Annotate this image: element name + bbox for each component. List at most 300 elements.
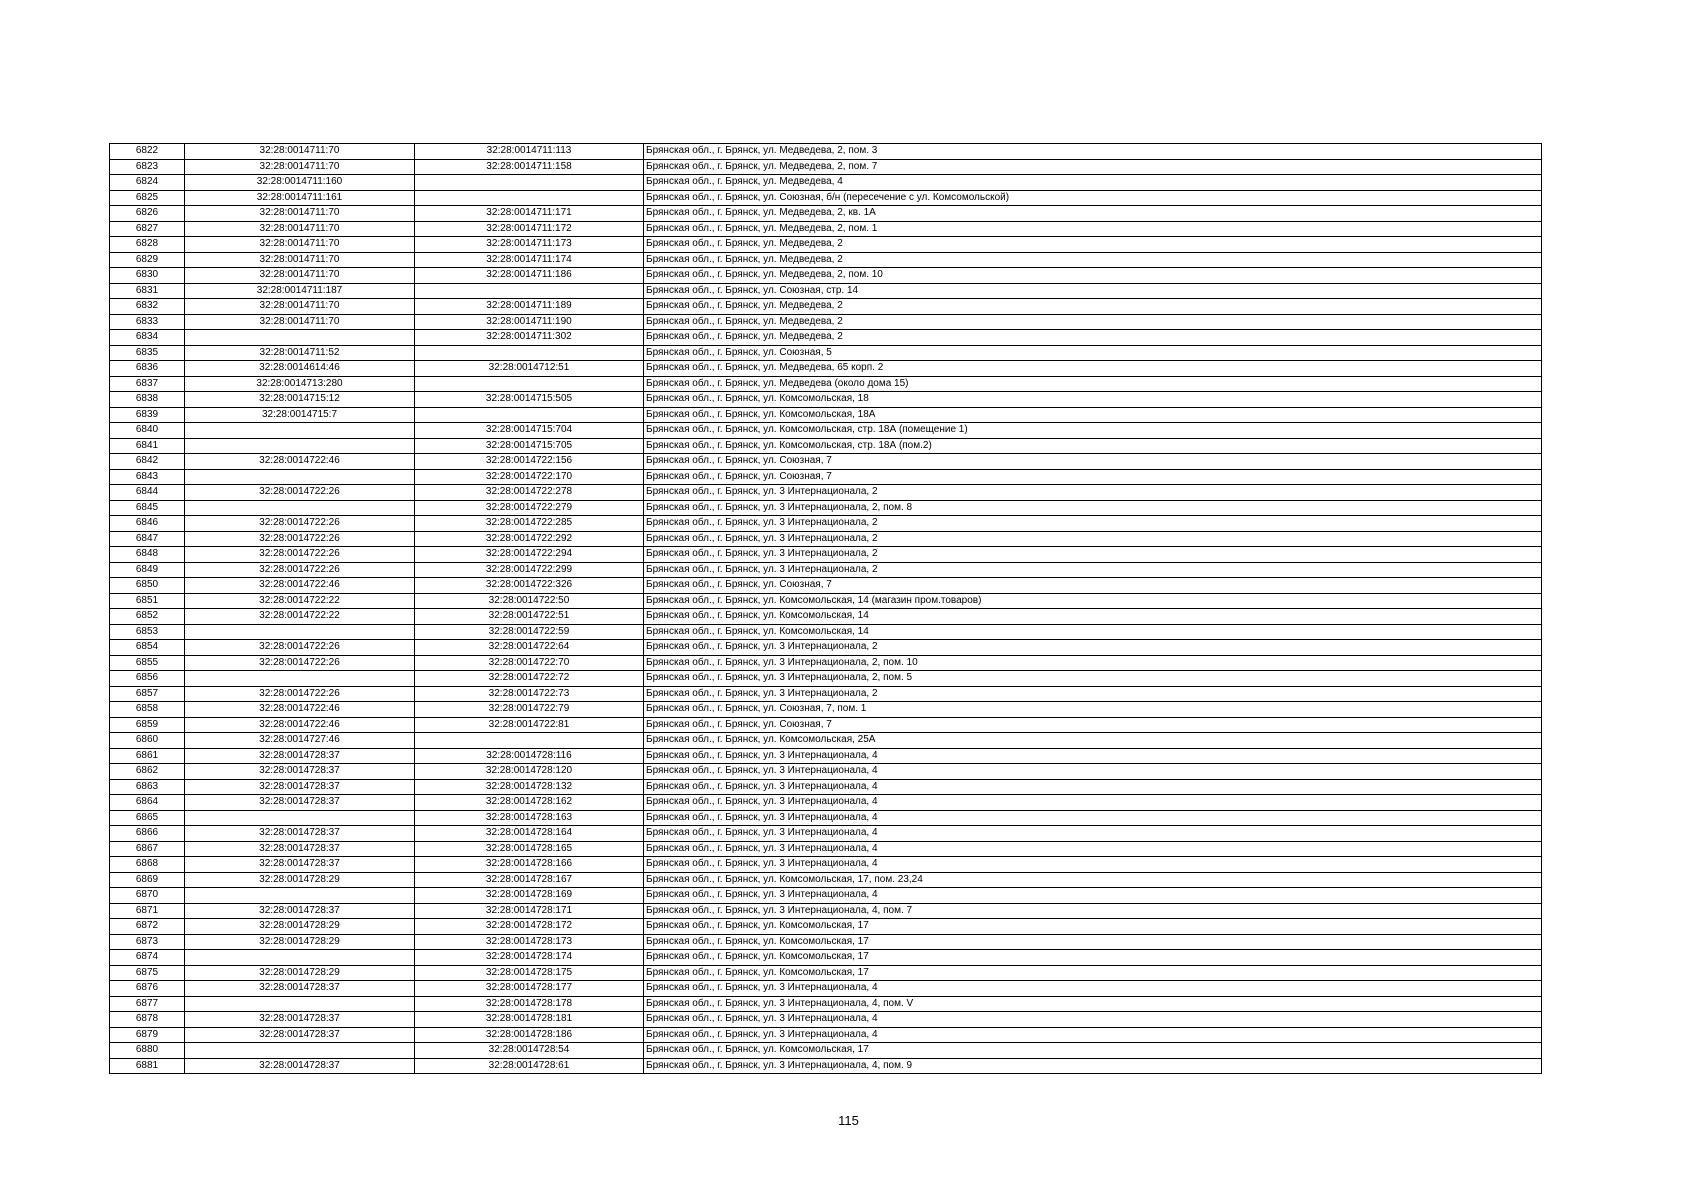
object-cadastral-cell: 32:28:0014722:292 bbox=[415, 531, 644, 547]
address-cell: Брянская обл., г. Брянск, ул. Союзная, стр. 14 bbox=[644, 283, 1542, 299]
address-cell: Брянская обл., г. Брянск, ул. Медведева, 2 bbox=[644, 314, 1542, 330]
land-parcel-cadastral-cell: 32:28:0014728:37 bbox=[185, 748, 415, 764]
object-cadastral-cell: 32:28:0014722:279 bbox=[415, 500, 644, 516]
land-parcel-cadastral-cell: 32:28:0014722:26 bbox=[185, 516, 415, 532]
object-cadastral-cell: 32:28:0014722:278 bbox=[415, 485, 644, 501]
table-row bbox=[110, 841, 1542, 857]
land-parcel-cadastral-cell: 32:28:0014728:29 bbox=[185, 934, 415, 950]
object-cadastral-cell: 32:28:0014722:70 bbox=[415, 655, 644, 671]
table-row bbox=[110, 640, 1542, 656]
table-row bbox=[110, 872, 1542, 888]
object-cadastral-cell: 32:28:0014728:169 bbox=[415, 888, 644, 904]
object-cadastral-cell: 32:28:0014728:178 bbox=[415, 996, 644, 1012]
land-parcel-cadastral-cell: 32:28:0014728:37 bbox=[185, 826, 415, 842]
object-cadastral-cell: 32:28:0014728:186 bbox=[415, 1027, 644, 1043]
object-cadastral-cell: 32:28:0014728:164 bbox=[415, 826, 644, 842]
object-cadastral-cell: 32:28:0014722:294 bbox=[415, 547, 644, 563]
table-row bbox=[110, 562, 1542, 578]
address-cell: Брянская обл., г. Брянск, ул. Медведева, 2 bbox=[644, 252, 1542, 268]
table-row bbox=[110, 392, 1542, 408]
object-cadastral-cell: 32:28:0014722:51 bbox=[415, 609, 644, 625]
object-cadastral-cell: 32:28:0014722:79 bbox=[415, 702, 644, 718]
address-cell: Брянская обл., г. Брянск, ул. Комсомольская, стр. 18А (помещение 1) bbox=[644, 423, 1542, 439]
row-number-cell: 6873 bbox=[110, 934, 185, 950]
address-cell: Брянская обл., г. Брянск, ул. Союзная, 7 bbox=[644, 454, 1542, 470]
address-cell: Брянская обл., г. Брянск, ул. 3 Интернационала, 4 bbox=[644, 1027, 1542, 1043]
address-cell: Брянская обл., г. Брянск, ул. Комсомольская, стр. 18А (пом.2) bbox=[644, 438, 1542, 454]
land-parcel-cadastral-cell: 32:28:0014711:70 bbox=[185, 159, 415, 175]
address-cell: Брянская обл., г. Брянск, ул. 3 Интернационала, 2 bbox=[644, 562, 1542, 578]
address-cell: Брянская обл., г. Брянск, ул. 3 Интернационала, 2, пом. 8 bbox=[644, 500, 1542, 516]
table-row bbox=[110, 624, 1542, 640]
row-number-cell: 6878 bbox=[110, 1012, 185, 1028]
row-number-cell: 6839 bbox=[110, 407, 185, 423]
table-row bbox=[110, 485, 1542, 501]
object-cadastral-cell bbox=[415, 733, 644, 749]
table-row bbox=[110, 702, 1542, 718]
land-parcel-cadastral-cell: 32:28:0014722:26 bbox=[185, 562, 415, 578]
land-parcel-cadastral-cell bbox=[185, 888, 415, 904]
land-parcel-cadastral-cell: 32:28:0014614:46 bbox=[185, 361, 415, 377]
address-cell: Брянская обл., г. Брянск, ул. Комсомольская, 14 bbox=[644, 624, 1542, 640]
address-cell: Брянская обл., г. Брянск, ул. Комсомольская, 14 bbox=[644, 609, 1542, 625]
table-row bbox=[110, 237, 1542, 253]
land-parcel-cadastral-cell: 32:28:0014728:37 bbox=[185, 981, 415, 997]
object-cadastral-cell: 32:28:0014728:171 bbox=[415, 903, 644, 919]
land-parcel-cadastral-cell: 32:28:0014722:46 bbox=[185, 454, 415, 470]
row-number-cell: 6876 bbox=[110, 981, 185, 997]
object-cadastral-cell: 32:28:0014711:190 bbox=[415, 314, 644, 330]
object-cadastral-cell: 32:28:0014711:186 bbox=[415, 268, 644, 284]
address-cell: Брянская обл., г. Брянск, ул. 3 Интернационала, 2 bbox=[644, 531, 1542, 547]
land-parcel-cadastral-cell: 32:28:0014728:37 bbox=[185, 841, 415, 857]
object-cadastral-cell: 32:28:0014722:73 bbox=[415, 686, 644, 702]
table-row bbox=[110, 547, 1542, 563]
address-cell: Брянская обл., г. Брянск, ул. Медведева, 2, пом. 1 bbox=[644, 221, 1542, 237]
table-row bbox=[110, 578, 1542, 594]
address-cell: Брянская обл., г. Брянск, ул. Медведева, 2, пом. 7 bbox=[644, 159, 1542, 175]
table-row bbox=[110, 1043, 1542, 1059]
land-parcel-cadastral-cell: 32:28:0014722:26 bbox=[185, 485, 415, 501]
row-number-cell: 6867 bbox=[110, 841, 185, 857]
address-cell: Брянская обл., г. Брянск, ул. Комсомольская, 18 bbox=[644, 392, 1542, 408]
address-cell: Брянская обл., г. Брянск, ул. Комсомольская, 14 (магазин пром.товаров) bbox=[644, 593, 1542, 609]
row-number-cell: 6831 bbox=[110, 283, 185, 299]
table-row bbox=[110, 423, 1542, 439]
row-number-cell: 6833 bbox=[110, 314, 185, 330]
land-parcel-cadastral-cell: 32:28:0014722:26 bbox=[185, 547, 415, 563]
address-cell: Брянская обл., г. Брянск, ул. 3 Интернационала, 2 bbox=[644, 547, 1542, 563]
land-parcel-cadastral-cell: 32:28:0014728:37 bbox=[185, 1012, 415, 1028]
row-number-cell: 6854 bbox=[110, 640, 185, 656]
row-number-cell: 6832 bbox=[110, 299, 185, 315]
land-parcel-cadastral-cell: 32:28:0014722:26 bbox=[185, 531, 415, 547]
row-number-cell: 6843 bbox=[110, 469, 185, 485]
row-number-cell: 6880 bbox=[110, 1043, 185, 1059]
table-row bbox=[110, 733, 1542, 749]
land-parcel-cadastral-cell: 32:28:0014728:37 bbox=[185, 764, 415, 780]
row-number-cell: 6826 bbox=[110, 206, 185, 222]
table-row bbox=[110, 1027, 1542, 1043]
land-parcel-cadastral-cell bbox=[185, 330, 415, 346]
object-cadastral-cell: 32:28:0014711:302 bbox=[415, 330, 644, 346]
table-row bbox=[110, 345, 1542, 361]
land-parcel-cadastral-cell: 32:28:0014711:70 bbox=[185, 237, 415, 253]
land-parcel-cadastral-cell: 32:28:0014728:37 bbox=[185, 779, 415, 795]
address-cell: Брянская обл., г. Брянск, ул. Союзная, 7 bbox=[644, 578, 1542, 594]
address-cell: Брянская обл., г. Брянск, ул. 3 Интернационала, 2 bbox=[644, 640, 1542, 656]
table-row bbox=[110, 438, 1542, 454]
row-number-cell: 6822 bbox=[110, 144, 185, 160]
address-cell: Брянская обл., г. Брянск, ул. Комсомольская, 17 bbox=[644, 919, 1542, 935]
address-cell: Брянская обл., г. Брянск, ул. 3 Интернационала, 4, пом. 9 bbox=[644, 1058, 1542, 1074]
address-cell: Брянская обл., г. Брянск, ул. 3 Интернационала, 4 bbox=[644, 1012, 1542, 1028]
row-number-cell: 6862 bbox=[110, 764, 185, 780]
object-cadastral-cell: 32:28:0014728:172 bbox=[415, 919, 644, 935]
land-parcel-cadastral-cell bbox=[185, 624, 415, 640]
land-parcel-cadastral-cell: 32:28:0014728:37 bbox=[185, 857, 415, 873]
row-number-cell: 6861 bbox=[110, 748, 185, 764]
object-cadastral-cell: 32:28:0014728:167 bbox=[415, 872, 644, 888]
table-row bbox=[110, 981, 1542, 997]
land-parcel-cadastral-cell: 32:28:0014711:52 bbox=[185, 345, 415, 361]
table-row bbox=[110, 826, 1542, 842]
land-parcel-cadastral-cell: 32:28:0014722:26 bbox=[185, 686, 415, 702]
object-cadastral-cell bbox=[415, 190, 644, 206]
address-cell: Брянская обл., г. Брянск, ул. Медведева, 2 bbox=[644, 237, 1542, 253]
land-parcel-cadastral-cell: 32:28:0014711:160 bbox=[185, 175, 415, 191]
row-number-cell: 6845 bbox=[110, 500, 185, 516]
object-cadastral-cell: 32:28:0014728:163 bbox=[415, 810, 644, 826]
address-cell: Брянская обл., г. Брянск, ул. 3 Интернационала, 4, пом. V bbox=[644, 996, 1542, 1012]
row-number-cell: 6846 bbox=[110, 516, 185, 532]
land-parcel-cadastral-cell: 32:28:0014713:280 bbox=[185, 376, 415, 392]
table-row bbox=[110, 764, 1542, 780]
address-cell: Брянская обл., г. Брянск, ул. Комсомольская, 17 bbox=[644, 1043, 1542, 1059]
table-row bbox=[110, 531, 1542, 547]
object-cadastral-cell bbox=[415, 407, 644, 423]
object-cadastral-cell: 32:28:0014722:326 bbox=[415, 578, 644, 594]
row-number-cell: 6868 bbox=[110, 857, 185, 873]
object-cadastral-cell: 32:28:0014728:116 bbox=[415, 748, 644, 764]
object-cadastral-cell: 32:28:0014711:171 bbox=[415, 206, 644, 222]
object-cadastral-cell: 32:28:0014728:177 bbox=[415, 981, 644, 997]
object-cadastral-cell: 32:28:0014728:132 bbox=[415, 779, 644, 795]
row-number-cell: 6830 bbox=[110, 268, 185, 284]
object-cadastral-cell: 32:28:0014722:285 bbox=[415, 516, 644, 532]
table-row bbox=[110, 469, 1542, 485]
row-number-cell: 6835 bbox=[110, 345, 185, 361]
land-parcel-cadastral-cell: 32:28:0014722:26 bbox=[185, 640, 415, 656]
object-cadastral-cell: 32:28:0014728:120 bbox=[415, 764, 644, 780]
row-number-cell: 6825 bbox=[110, 190, 185, 206]
land-parcel-cadastral-cell: 32:28:0014715:7 bbox=[185, 407, 415, 423]
row-number-cell: 6849 bbox=[110, 562, 185, 578]
row-number-cell: 6828 bbox=[110, 237, 185, 253]
row-number-cell: 6866 bbox=[110, 826, 185, 842]
row-number-cell: 6863 bbox=[110, 779, 185, 795]
address-cell: Брянская обл., г. Брянск, ул. Медведева, 2, пом. 3 bbox=[644, 144, 1542, 160]
table-row bbox=[110, 361, 1542, 377]
table-row bbox=[110, 857, 1542, 873]
row-number-cell: 6840 bbox=[110, 423, 185, 439]
object-cadastral-cell: 32:28:0014728:173 bbox=[415, 934, 644, 950]
object-cadastral-cell: 32:28:0014711:172 bbox=[415, 221, 644, 237]
table-row bbox=[110, 996, 1542, 1012]
address-cell: Брянская обл., г. Брянск, ул. 3 Интернационала, 2, пом. 5 bbox=[644, 671, 1542, 687]
land-parcel-cadastral-cell: 32:28:0014728:37 bbox=[185, 1027, 415, 1043]
table-row bbox=[110, 779, 1542, 795]
land-parcel-cadastral-cell: 32:28:0014728:29 bbox=[185, 919, 415, 935]
land-parcel-cadastral-cell: 32:28:0014711:70 bbox=[185, 252, 415, 268]
row-number-cell: 6837 bbox=[110, 376, 185, 392]
address-cell: Брянская обл., г. Брянск, ул. Комсомольская, 17 bbox=[644, 965, 1542, 981]
table-row bbox=[110, 950, 1542, 966]
address-cell: Брянская обл., г. Брянск, ул. Медведева (около дома 15) bbox=[644, 376, 1542, 392]
land-parcel-cadastral-cell bbox=[185, 810, 415, 826]
object-cadastral-cell: 32:28:0014722:72 bbox=[415, 671, 644, 687]
address-cell: Брянская обл., г. Брянск, ул. 3 Интернационала, 4 bbox=[644, 888, 1542, 904]
row-number-cell: 6869 bbox=[110, 872, 185, 888]
address-cell: Брянская обл., г. Брянск, ул. 3 Интернационала, 4 bbox=[644, 764, 1542, 780]
land-parcel-cadastral-cell: 32:28:0014722:22 bbox=[185, 593, 415, 609]
table-row bbox=[110, 190, 1542, 206]
row-number-cell: 6824 bbox=[110, 175, 185, 191]
address-cell: Брянская обл., г. Брянск, ул. Медведева, 4 bbox=[644, 175, 1542, 191]
row-number-cell: 6836 bbox=[110, 361, 185, 377]
object-cadastral-cell bbox=[415, 376, 644, 392]
object-cadastral-cell bbox=[415, 175, 644, 191]
land-parcel-cadastral-cell: 32:28:0014722:46 bbox=[185, 578, 415, 594]
registry-table-body bbox=[110, 144, 1542, 1074]
row-number-cell: 6848 bbox=[110, 547, 185, 563]
land-parcel-cadastral-cell: 32:28:0014728:37 bbox=[185, 903, 415, 919]
table-row bbox=[110, 159, 1542, 175]
address-cell: Брянская обл., г. Брянск, ул. 3 Интернационала, 4 bbox=[644, 841, 1542, 857]
table-row bbox=[110, 252, 1542, 268]
object-cadastral-cell bbox=[415, 283, 644, 299]
table-row bbox=[110, 748, 1542, 764]
address-cell: Брянская обл., г. Брянск, ул. Союзная, 7 bbox=[644, 717, 1542, 733]
table-row bbox=[110, 671, 1542, 687]
table-row bbox=[110, 965, 1542, 981]
address-cell: Брянская обл., г. Брянск, ул. Комсомольская, 25А bbox=[644, 733, 1542, 749]
table-row bbox=[110, 609, 1542, 625]
row-number-cell: 6851 bbox=[110, 593, 185, 609]
row-number-cell: 6844 bbox=[110, 485, 185, 501]
land-parcel-cadastral-cell: 32:28:0014722:46 bbox=[185, 717, 415, 733]
row-number-cell: 6874 bbox=[110, 950, 185, 966]
land-parcel-cadastral-cell bbox=[185, 500, 415, 516]
address-cell: Брянская обл., г. Брянск, ул. Союзная, 5 bbox=[644, 345, 1542, 361]
row-number-cell: 6847 bbox=[110, 531, 185, 547]
address-cell: Брянская обл., г. Брянск, ул. 3 Интернационала, 4 bbox=[644, 857, 1542, 873]
table-row bbox=[110, 175, 1542, 191]
row-number-cell: 6827 bbox=[110, 221, 185, 237]
object-cadastral-cell: 32:28:0014722:156 bbox=[415, 454, 644, 470]
table-row bbox=[110, 593, 1542, 609]
land-parcel-cadastral-cell: 32:28:0014715:12 bbox=[185, 392, 415, 408]
object-cadastral-cell: 32:28:0014728:162 bbox=[415, 795, 644, 811]
row-number-cell: 6841 bbox=[110, 438, 185, 454]
row-number-cell: 6872 bbox=[110, 919, 185, 935]
land-parcel-cadastral-cell: 32:28:0014728:29 bbox=[185, 965, 415, 981]
object-cadastral-cell: 32:28:0014722:64 bbox=[415, 640, 644, 656]
address-cell: Брянская обл., г. Брянск, ул. Медведева, 2, кв. 1А bbox=[644, 206, 1542, 222]
land-parcel-cadastral-cell bbox=[185, 423, 415, 439]
row-number-cell: 6879 bbox=[110, 1027, 185, 1043]
row-number-cell: 6859 bbox=[110, 717, 185, 733]
table-row bbox=[110, 516, 1542, 532]
address-cell: Брянская обл., г. Брянск, ул. 3 Интернационала, 4 bbox=[644, 981, 1542, 997]
land-parcel-cadastral-cell: 32:28:0014711:161 bbox=[185, 190, 415, 206]
address-cell: Брянская обл., г. Брянск, ул. Комсомольская, 17 bbox=[644, 950, 1542, 966]
table-row bbox=[110, 717, 1542, 733]
land-parcel-cadastral-cell: 32:28:0014728:29 bbox=[185, 872, 415, 888]
address-cell: Брянская обл., г. Брянск, ул. Союзная, 7, пом. 1 bbox=[644, 702, 1542, 718]
address-cell: Брянская обл., г. Брянск, ул. Медведева, 2 bbox=[644, 299, 1542, 315]
page-number: 115 bbox=[838, 1113, 859, 1128]
row-number-cell: 6858 bbox=[110, 702, 185, 718]
table-row bbox=[110, 655, 1542, 671]
row-number-cell: 6870 bbox=[110, 888, 185, 904]
address-cell: Брянская обл., г. Брянск, ул. Медведева, 65 корп. 2 bbox=[644, 361, 1542, 377]
object-cadastral-cell: 32:28:0014728:54 bbox=[415, 1043, 644, 1059]
object-cadastral-cell: 32:28:0014722:59 bbox=[415, 624, 644, 640]
row-number-cell: 6823 bbox=[110, 159, 185, 175]
row-number-cell: 6877 bbox=[110, 996, 185, 1012]
object-cadastral-cell bbox=[415, 345, 644, 361]
land-parcel-cadastral-cell bbox=[185, 996, 415, 1012]
object-cadastral-cell: 32:28:0014715:704 bbox=[415, 423, 644, 439]
row-number-cell: 6838 bbox=[110, 392, 185, 408]
row-number-cell: 6875 bbox=[110, 965, 185, 981]
address-cell: Брянская обл., г. Брянск, ул. 3 Интернационала, 4 bbox=[644, 748, 1542, 764]
table-row bbox=[110, 330, 1542, 346]
land-parcel-cadastral-cell: 32:28:0014727:46 bbox=[185, 733, 415, 749]
object-cadastral-cell: 32:28:0014711:113 bbox=[415, 144, 644, 160]
table-row bbox=[110, 221, 1542, 237]
object-cadastral-cell: 32:28:0014715:505 bbox=[415, 392, 644, 408]
land-parcel-cadastral-cell: 32:28:0014722:46 bbox=[185, 702, 415, 718]
object-cadastral-cell: 32:28:0014722:81 bbox=[415, 717, 644, 733]
land-parcel-cadastral-cell: 32:28:0014711:187 bbox=[185, 283, 415, 299]
object-cadastral-cell: 32:28:0014722:170 bbox=[415, 469, 644, 485]
table-row bbox=[110, 1012, 1542, 1028]
row-number-cell: 6871 bbox=[110, 903, 185, 919]
land-parcel-cadastral-cell: 32:28:0014728:37 bbox=[185, 795, 415, 811]
address-cell: Брянская обл., г. Брянск, ул. Союзная, 7 bbox=[644, 469, 1542, 485]
address-cell: Брянская обл., г. Брянск, ул. Медведева, 2 bbox=[644, 330, 1542, 346]
row-number-cell: 6865 bbox=[110, 810, 185, 826]
row-number-cell: 6834 bbox=[110, 330, 185, 346]
address-cell: Брянская обл., г. Брянск, ул. 3 Интернационала, 4 bbox=[644, 810, 1542, 826]
address-cell: Брянская обл., г. Брянск, ул. Союзная, б/н (пересечение с ул. Комсомольской) bbox=[644, 190, 1542, 206]
row-number-cell: 6853 bbox=[110, 624, 185, 640]
land-parcel-cadastral-cell: 32:28:0014711:70 bbox=[185, 144, 415, 160]
table-row bbox=[110, 454, 1542, 470]
table-row bbox=[110, 1058, 1542, 1074]
row-number-cell: 6842 bbox=[110, 454, 185, 470]
table-row bbox=[110, 795, 1542, 811]
object-cadastral-cell: 32:28:0014711:189 bbox=[415, 299, 644, 315]
row-number-cell: 6855 bbox=[110, 655, 185, 671]
object-cadastral-cell: 32:28:0014728:166 bbox=[415, 857, 644, 873]
row-number-cell: 6850 bbox=[110, 578, 185, 594]
table-row bbox=[110, 299, 1542, 315]
address-cell: Брянская обл., г. Брянск, ул. Медведева, 2, пом. 10 bbox=[644, 268, 1542, 284]
address-cell: Брянская обл., г. Брянск, ул. 3 Интернационала, 4, пом. 7 bbox=[644, 903, 1542, 919]
table-row bbox=[110, 903, 1542, 919]
land-parcel-cadastral-cell: 32:28:0014722:22 bbox=[185, 609, 415, 625]
object-cadastral-cell: 32:28:0014728:181 bbox=[415, 1012, 644, 1028]
object-cadastral-cell: 32:28:0014728:165 bbox=[415, 841, 644, 857]
table-row bbox=[110, 500, 1542, 516]
land-parcel-cadastral-cell bbox=[185, 1043, 415, 1059]
object-cadastral-cell: 32:28:0014711:173 bbox=[415, 237, 644, 253]
address-cell: Брянская обл., г. Брянск, ул. 3 Интернационала, 2 bbox=[644, 516, 1542, 532]
land-parcel-cadastral-cell: 32:28:0014711:70 bbox=[185, 299, 415, 315]
object-cadastral-cell: 32:28:0014711:158 bbox=[415, 159, 644, 175]
address-cell: Брянская обл., г. Брянск, ул. 3 Интернационала, 4 bbox=[644, 779, 1542, 795]
registry-table bbox=[109, 143, 1542, 1074]
address-cell: Брянская обл., г. Брянск, ул. 3 Интернационала, 2, пом. 10 bbox=[644, 655, 1542, 671]
object-cadastral-cell: 32:28:0014722:50 bbox=[415, 593, 644, 609]
table-row bbox=[110, 407, 1542, 423]
table-row bbox=[110, 686, 1542, 702]
table-row bbox=[110, 144, 1542, 160]
land-parcel-cadastral-cell bbox=[185, 438, 415, 454]
object-cadastral-cell: 32:28:0014728:175 bbox=[415, 965, 644, 981]
row-number-cell: 6857 bbox=[110, 686, 185, 702]
table-row bbox=[110, 268, 1542, 284]
land-parcel-cadastral-cell: 32:28:0014722:26 bbox=[185, 655, 415, 671]
land-parcel-cadastral-cell: 32:28:0014711:70 bbox=[185, 221, 415, 237]
table-row bbox=[110, 888, 1542, 904]
row-number-cell: 6864 bbox=[110, 795, 185, 811]
land-parcel-cadastral-cell: 32:28:0014711:70 bbox=[185, 268, 415, 284]
table-row bbox=[110, 314, 1542, 330]
address-cell: Брянская обл., г. Брянск, ул. 3 Интернационала, 4 bbox=[644, 795, 1542, 811]
table-row bbox=[110, 810, 1542, 826]
land-parcel-cadastral-cell bbox=[185, 950, 415, 966]
object-cadastral-cell: 32:28:0014715:705 bbox=[415, 438, 644, 454]
address-cell: Брянская обл., г. Брянск, ул. Комсомольская, 17, пом. 23,24 bbox=[644, 872, 1542, 888]
table-row bbox=[110, 376, 1542, 392]
row-number-cell: 6852 bbox=[110, 609, 185, 625]
table-row bbox=[110, 934, 1542, 950]
object-cadastral-cell: 32:28:0014728:174 bbox=[415, 950, 644, 966]
address-cell: Брянская обл., г. Брянск, ул. Комсомольская, 18А bbox=[644, 407, 1542, 423]
row-number-cell: 6856 bbox=[110, 671, 185, 687]
object-cadastral-cell: 32:28:0014712:51 bbox=[415, 361, 644, 377]
address-cell: Брянская обл., г. Брянск, ул. 3 Интернационала, 2 bbox=[644, 686, 1542, 702]
address-cell: Брянская обл., г. Брянск, ул. Комсомольская, 17 bbox=[644, 934, 1542, 950]
row-number-cell: 6860 bbox=[110, 733, 185, 749]
row-number-cell: 6829 bbox=[110, 252, 185, 268]
land-parcel-cadastral-cell bbox=[185, 671, 415, 687]
table-row bbox=[110, 919, 1542, 935]
row-number-cell: 6881 bbox=[110, 1058, 185, 1074]
object-cadastral-cell: 32:28:0014728:61 bbox=[415, 1058, 644, 1074]
land-parcel-cadastral-cell: 32:28:0014728:37 bbox=[185, 1058, 415, 1074]
object-cadastral-cell: 32:28:0014722:299 bbox=[415, 562, 644, 578]
land-parcel-cadastral-cell: 32:28:0014711:70 bbox=[185, 314, 415, 330]
address-cell: Брянская обл., г. Брянск, ул. 3 Интернационала, 2 bbox=[644, 485, 1542, 501]
table-row bbox=[110, 283, 1542, 299]
table-row bbox=[110, 206, 1542, 222]
land-parcel-cadastral-cell bbox=[185, 469, 415, 485]
